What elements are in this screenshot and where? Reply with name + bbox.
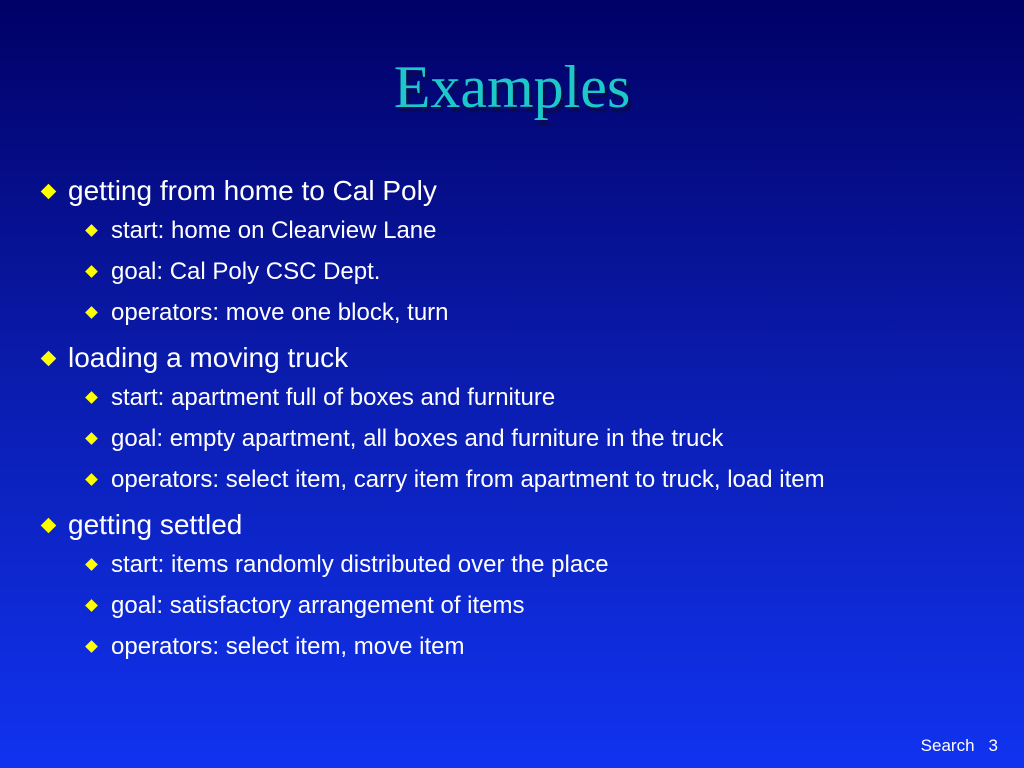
sub-bullet-item	[40, 418, 1000, 459]
bullet-group	[40, 506, 1000, 667]
sub-bullet-text: operators: select item, move item	[111, 632, 465, 660]
sub-bullet-item	[40, 585, 1000, 626]
bullet-text: getting from home to Cal Poly	[68, 175, 437, 206]
sub-bullet-text: start: home on Clearview Lane	[111, 216, 437, 244]
sub-bullet-item	[40, 544, 1000, 585]
diamond-bullet-icon	[41, 517, 57, 533]
page-number: 3	[988, 736, 998, 755]
slide-title: Examples	[393, 54, 631, 120]
sub-bullet-text: goal: Cal Poly CSC Dept.	[111, 257, 381, 285]
footer-label: Search	[920, 736, 975, 755]
title-area	[0, 52, 1024, 122]
sub-bullet-text: goal: empty apartment, all boxes and furniture in the truck	[111, 424, 724, 452]
sub-bullet-item	[40, 251, 1000, 292]
bullet-text: getting settled	[68, 509, 243, 540]
diamond-bullet-icon	[85, 599, 98, 612]
diamond-bullet-icon	[41, 183, 57, 199]
sub-bullet-text: operators: move one block, turn	[111, 298, 449, 326]
sub-bullet-text: start: items randomly distributed over the place	[111, 550, 609, 578]
diamond-bullet-icon	[85, 640, 98, 653]
sub-bullet-item	[40, 626, 1000, 667]
diamond-bullet-icon	[85, 432, 98, 445]
sub-bullet-item	[40, 292, 1000, 333]
sub-bullet-text: start: apartment full of boxes and furniture	[111, 383, 556, 411]
bullet-item	[40, 339, 1000, 377]
diamond-bullet-icon	[85, 306, 98, 319]
diamond-bullet-icon	[85, 265, 98, 278]
bullet-group	[40, 339, 1000, 500]
sub-bullet-item	[40, 459, 1000, 500]
sub-bullet-item	[40, 210, 1000, 251]
diamond-bullet-icon	[85, 224, 98, 237]
diamond-bullet-icon	[85, 391, 98, 404]
bullet-item	[40, 172, 1000, 210]
bullet-group	[40, 172, 1000, 333]
diamond-bullet-icon	[85, 473, 98, 486]
sub-bullet-text: operators: select item, carry item from apartment to truck, load item	[111, 465, 825, 493]
sub-bullet-item	[40, 377, 1000, 418]
slide-footer	[921, 736, 998, 756]
diamond-bullet-icon	[85, 558, 98, 571]
bullet-item	[40, 506, 1000, 544]
bullet-text: loading a moving truck	[68, 342, 349, 373]
sub-bullet-text: goal: satisfactory arrangement of items	[111, 591, 525, 619]
bullet-list	[40, 172, 1000, 673]
diamond-bullet-icon	[41, 350, 57, 366]
